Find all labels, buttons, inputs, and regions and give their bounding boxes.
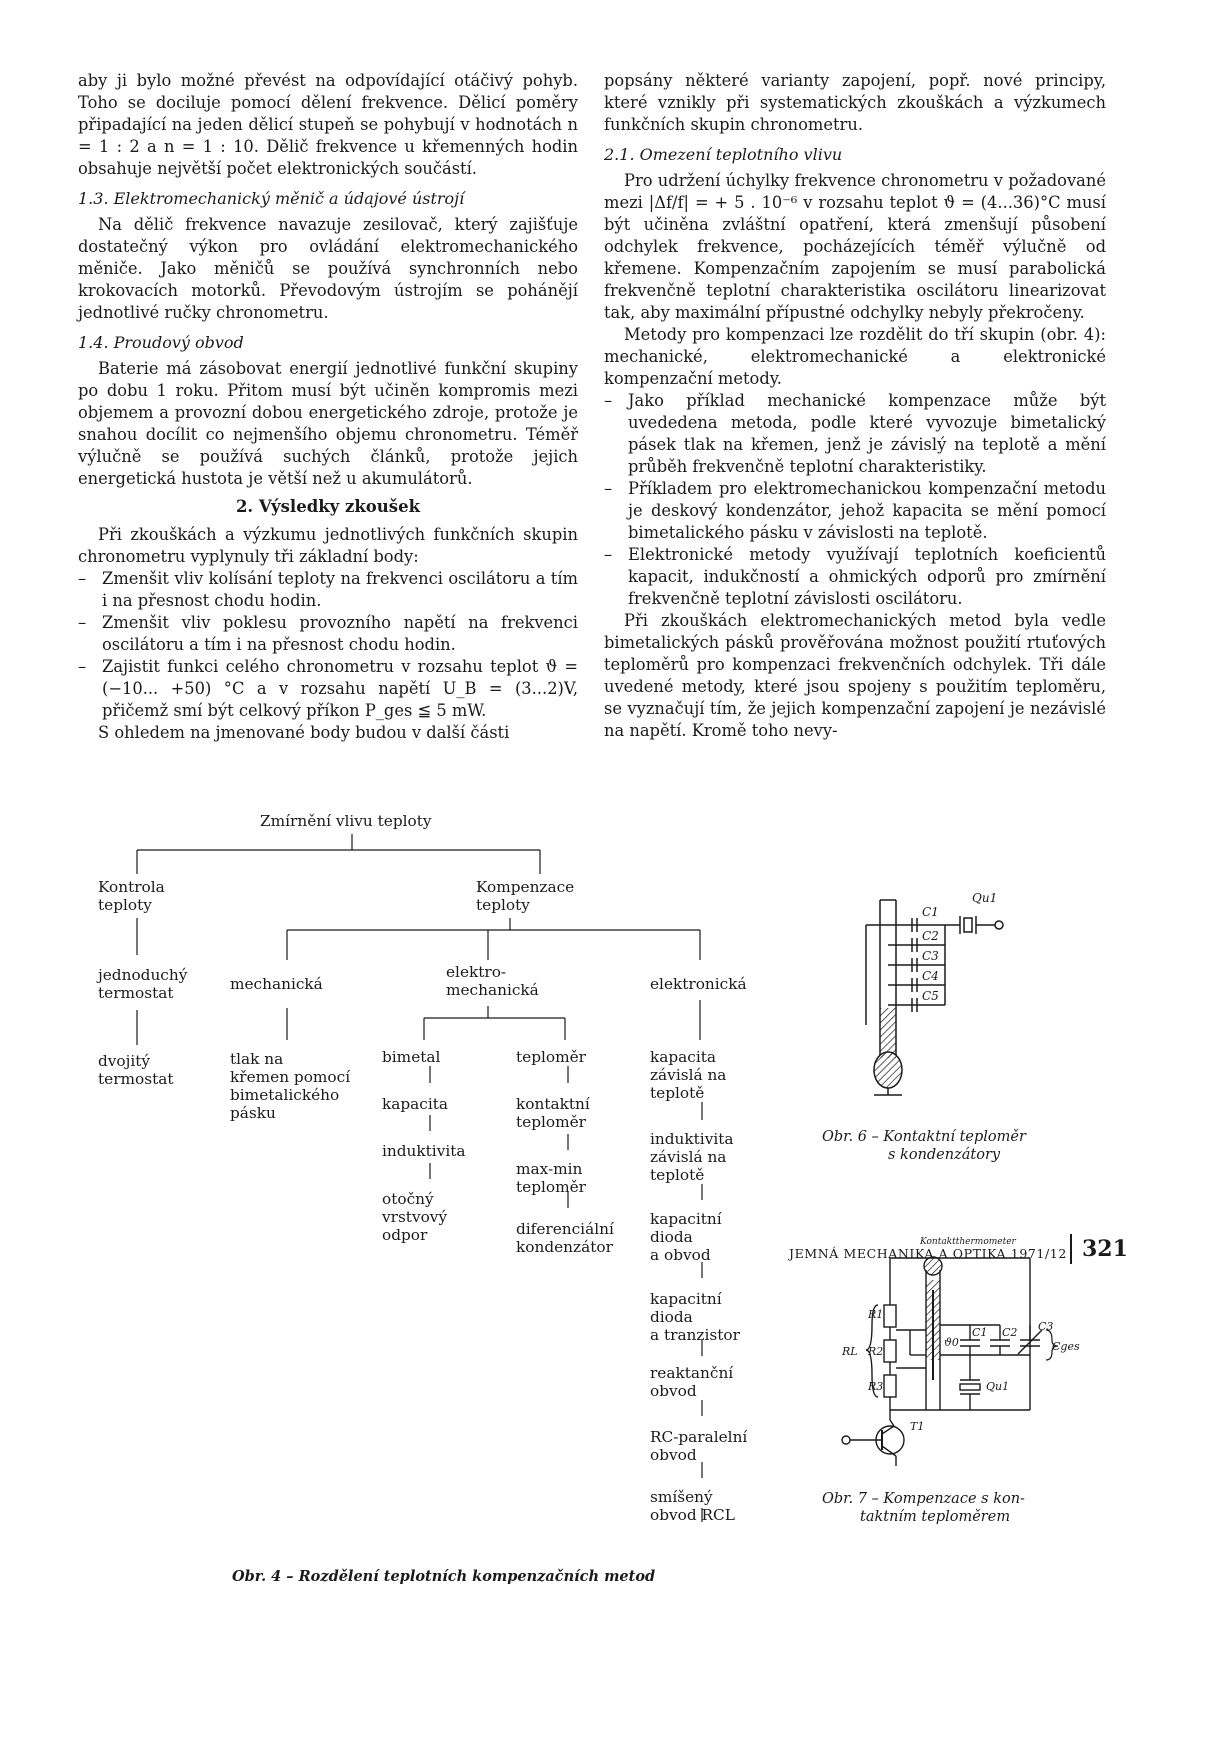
section-heading: 1.3. Elektromechanický měnič a údajové ústrojí	[78, 189, 465, 208]
paragraph: Pro udržení úchylky frekvence chronometru v požadované mezi |Δf/f| = + 5 . 10⁻⁶ v rozsahu teplot ϑ = (4...36)°C musí být učiněna zvláštní opatření, která zmenšují působení odchylek frekvence, pocházejících téměř výlučně od křemene. Kompenzačním zapojením se musí parabolická frekvenčně teplotní charakteristika oscilátoru linearizovat tak, aby maximální přípustné odchylky nebyly překročeny.	[604, 171, 1106, 322]
tree-node: Kontrola teploty	[98, 878, 165, 914]
fig7-label: C3	[1038, 1320, 1054, 1333]
tree-node: smíšený obvod RCL	[650, 1488, 735, 1524]
tree-node: kapacitní dioda a obvod	[650, 1210, 722, 1264]
fig6-label: C4	[922, 969, 939, 983]
tree-node: RC-paralelní obvod	[650, 1428, 748, 1464]
fig7-label: Qu1	[986, 1380, 1010, 1393]
footer-divider	[1070, 1234, 1072, 1264]
section-heading: 2. Výsledky zkoušek	[235, 497, 421, 516]
tree-node: tlak na křemen pomocí bimetalického pásku	[230, 1050, 351, 1122]
figure-6-caption-line1: Obr. 6 – Kontaktní teploměr	[822, 1129, 1026, 1145]
tree-node: jednoduchý termostat	[98, 966, 188, 1002]
paragraph: Při zkouškách a výzkumu jednotlivých funkčních skupin chronometru vyplynuly tři základní body:	[78, 525, 578, 566]
tree-node: kontaktní teploměr	[516, 1095, 590, 1131]
paragraph: Na dělič frekvence navazuje zesilovač, který zajišťuje dostatečný výkon pro ovládání elektromechanického měniče. Jako měničů se používá synchronních nebo krokovacích motorků. Převodovým ústrojím se pohánějí jednotlivé ručky chronometru.	[78, 215, 578, 322]
tree-node: otočný vrstvový odpor	[382, 1190, 448, 1244]
fig6-label: Qu1	[972, 891, 998, 905]
figure-4-caption: Obr. 4 – Rozdělení teplotních kompenzačních metod	[232, 1568, 656, 1585]
fig7-label: T1	[910, 1420, 925, 1433]
tree-node: induktivita závislá na teplotě	[650, 1130, 734, 1184]
tree-node: kapacita	[382, 1095, 449, 1113]
tree-node: max-min teploměr	[516, 1160, 586, 1196]
fig6-label: C5	[922, 989, 939, 1003]
fig6-label: C1	[922, 905, 939, 919]
paragraph: Metody pro kompenzaci lze rozdělit do tří skupin (obr. 4): mechanické, elektromechanické a elektronické kompenzační metody.	[604, 325, 1106, 388]
tree-node: elektronická	[650, 975, 747, 993]
fig7-label: R2	[868, 1345, 884, 1358]
paragraph: Při zkouškách elektromechanických metod byla vedle bimetalických pásků prověřována možnost použití rtuťových teploměrů pro kompenzaci frekvenčních odchylek. Tři dále uvedené metody, které jsou spojeny s použitím teploměru, se vyznačují tím, že jejich kompenzační zapojení je nezávislé na napětí. Kromě toho nevy-	[604, 611, 1106, 740]
tree-node: kapacita závislá na teplotě	[650, 1048, 727, 1102]
fig6-label: C3	[922, 949, 939, 963]
journal-footer: JEMNÁ MECHANIKA A OPTIKA 1971/12	[789, 1246, 1067, 1261]
section-heading: 1.4. Proudový obvod	[78, 333, 244, 352]
tree-node: reaktanční obvod	[650, 1364, 734, 1400]
bullet-item: – Zmenšit vliv poklesu provozního napětí na frekvenci oscilátoru a tím i na přesnost chodu hodin.	[78, 612, 578, 656]
figure-7-caption-line2: taktním teploměrem	[860, 1509, 1011, 1525]
tree-root: Zmírnění vlivu teploty	[260, 812, 432, 830]
bullet-item: – Zajistit funkci celého chronometru v rozsahu teplot ϑ = (−10... +50) °C a v rozsahu napětí U_B = (3...2)V, přičemž smí být celkový příkon P_ges ≦ 5 mW.	[78, 656, 578, 722]
figure-7-circuit	[820, 1230, 1080, 1470]
figure-7-caption-line1: Obr. 7 – Kompenzace s kon-	[822, 1491, 1025, 1507]
figure-6-circuit	[860, 880, 1050, 1110]
bullet-item: – Jako příklad mechanické kompenzace může být uvededena metoda, podle které vyvozuje bimetalický pásek tlak na křemen, jenž je závislý na teplotě a mění průběh frekvenčně teplotní charakteristiky.	[604, 390, 1106, 478]
paragraph: S ohledem na jmenované body budou v další části	[98, 723, 510, 742]
bullet-item: – Příkladem pro elektromechanickou kompenzační metodu je deskový kondenzátor, jehož kapacita se mění pomocí bimetalického pásku v závislosti na teplotě.	[604, 478, 1106, 544]
paragraph: Baterie má zásobovat energií jednotlivé funkční skupiny po dobu 1 roku. Přitom musí být učiněn kompromis mezi objemem a provozní dobou energetického zdroje, protože je snahou docílit co nejmenšího objemu chronometru. Téměř výlučně se používá suchých článků, protože jejich energetická hustota je větší než u akumulátorů.	[78, 359, 578, 488]
bullet-item: – Zmenšit vliv kolísání teploty na frekvenci oscilátoru a tím i na přesnost chodu hodin.	[78, 568, 578, 612]
fig7-label: C1	[972, 1326, 988, 1339]
fig7-label: RL	[842, 1345, 858, 1358]
fig7-label: R3	[868, 1380, 884, 1393]
section-heading: 2.1. Omezení teplotního vlivu	[604, 145, 843, 164]
page-number: 321	[1082, 1236, 1128, 1262]
tree-node: mechanická	[230, 975, 323, 993]
bullet-item: – Elektronické metody využívají teplotních koeficientů kapacit, indukčností a ohmických odporů pro zmírnění frekvenčně teplotní závislosti oscilátoru.	[604, 544, 1106, 610]
tree-node: dvojitý termostat	[98, 1052, 174, 1088]
fig7-label: Kontaktthermometer	[920, 1237, 1016, 1247]
tree-node: elektro- mechanická	[446, 963, 539, 999]
tree-node: induktivita	[382, 1142, 466, 1160]
tree-node: kapacitní dioda a tranzistor	[650, 1290, 740, 1344]
tree-node: teploměr	[516, 1048, 586, 1066]
fig7-label: C2	[1002, 1326, 1018, 1339]
fig7-label: ϑ0	[944, 1336, 959, 1349]
fig7-label: Cges	[1052, 1340, 1080, 1353]
tree-node: Kompenzace teploty	[476, 878, 575, 914]
fig7-label: R1	[868, 1308, 884, 1321]
paragraph: aby ji bylo možné převést na odpovídající otáčivý pohyb. Toho se dociluje pomocí dělení frekvence. Dělicí poměry připadající na jeden dělicí stupeň se pohybují v hodnotách n = 1 : 2 a n = 1 : 10. Dělič frekvence u křemenných hodin obsahuje největší počet elektronických součástí.	[78, 71, 578, 178]
tree-node: bimetal	[382, 1048, 441, 1066]
tree-node: diferenciální kondenzátor	[516, 1220, 614, 1256]
fig6-label: C2	[922, 929, 939, 943]
paragraph: popsány některé varianty zapojení, popř. nové principy, které vznikly při systematických zkouškách a výzkumech funkčních skupin chronometru.	[604, 71, 1106, 134]
figure-6-caption-line2: s kondenzátory	[888, 1147, 1001, 1163]
